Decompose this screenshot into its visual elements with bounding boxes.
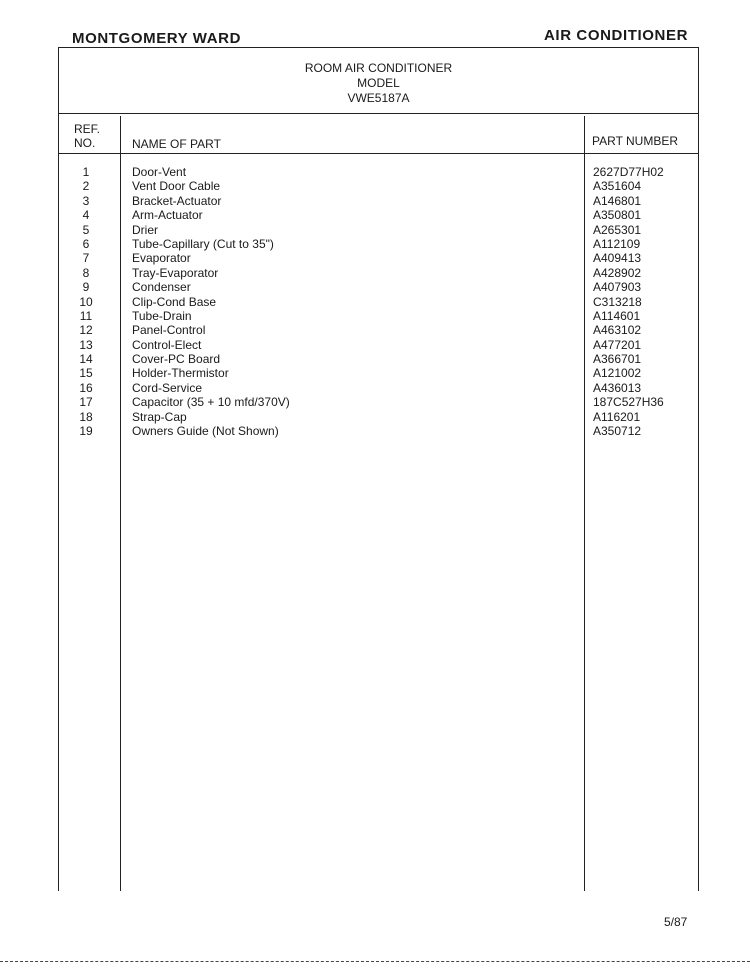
parts-list-frame xyxy=(58,47,699,891)
table-row xyxy=(59,410,698,424)
ref-number: 4 xyxy=(82,208,90,223)
ref-number: 15 xyxy=(79,366,93,381)
table-row xyxy=(59,208,698,222)
part-name: Clip-Cond Base xyxy=(132,294,217,309)
part-name: Tube-Capillary (Cut to 35") xyxy=(132,236,274,251)
table-row xyxy=(59,295,698,309)
ref-number: 10 xyxy=(79,294,93,309)
part-name: Arm-Actuator xyxy=(132,208,203,223)
table-row xyxy=(59,251,698,265)
model-title-box xyxy=(59,48,698,114)
header-divider xyxy=(59,153,698,154)
model-title-line3: VWE5187A xyxy=(347,91,410,105)
page-number: 5/87 xyxy=(664,915,688,929)
product-category: AIR CONDITIONER xyxy=(544,27,688,44)
ref-number: 1 xyxy=(82,165,90,179)
table-row xyxy=(59,280,698,294)
table-row xyxy=(59,395,698,409)
ref-number: 17 xyxy=(79,395,93,410)
table-row xyxy=(59,366,698,380)
table-row xyxy=(59,381,698,395)
ref-header-line1: REF. xyxy=(74,122,101,136)
table-row xyxy=(59,352,698,366)
ref-number: 6 xyxy=(82,236,90,251)
part-name: Condenser xyxy=(132,280,191,295)
part-name: Bracket-Actuator xyxy=(132,193,222,208)
part-number: A407903 xyxy=(593,280,642,295)
part-number: A112109 xyxy=(593,236,641,251)
part-number: A351604 xyxy=(593,179,642,194)
part-number: A366701 xyxy=(593,352,642,367)
part-name: Vent Door Cable xyxy=(132,179,221,194)
part-number: A409413 xyxy=(593,251,642,266)
ref-number: 19 xyxy=(79,424,93,439)
ref-number: 16 xyxy=(79,380,93,395)
part-number: 187C527H36 xyxy=(593,395,664,410)
part-name: Cover-PC Board xyxy=(132,352,221,367)
parts-table-body xyxy=(59,165,698,438)
model-title-line1: ROOM AIR CONDITIONER xyxy=(304,61,453,75)
ref-number: 12 xyxy=(79,323,93,338)
ref-number: 11 xyxy=(79,308,93,323)
table-row xyxy=(59,179,698,193)
table-row xyxy=(59,424,698,438)
part-number: A116201 xyxy=(593,409,641,424)
ref-number: 2 xyxy=(82,179,90,194)
ref-number: 14 xyxy=(79,352,93,367)
ref-number: 3 xyxy=(82,193,90,208)
ref-number: 5 xyxy=(82,222,90,237)
part-number-header: PART NUMBER xyxy=(592,134,679,148)
table-row xyxy=(59,266,698,280)
part-name: Holder-Thermistor xyxy=(132,366,229,381)
part-name: Tube-Drain xyxy=(132,308,192,323)
table-row xyxy=(59,309,698,323)
part-number: C313218 xyxy=(593,294,642,309)
table-row xyxy=(59,237,698,251)
part-name: Strap-Cap xyxy=(132,409,187,424)
part-name: Door-Vent xyxy=(132,165,187,179)
ref-number: 13 xyxy=(79,337,93,352)
ref-number: 7 xyxy=(82,251,90,266)
part-name: Capacitor (35 + 10 mfd/370V) xyxy=(132,395,290,410)
part-number: A121002 xyxy=(593,366,642,381)
part-number: A265301 xyxy=(593,222,642,237)
part-number: A436013 xyxy=(593,380,642,395)
part-number: A114601 xyxy=(593,308,641,323)
table-row xyxy=(59,165,698,179)
bottom-rule xyxy=(0,961,750,962)
part-name: Tray-Evaporator xyxy=(132,265,219,280)
part-number: A477201 xyxy=(593,337,642,352)
ref-no-header xyxy=(74,122,100,150)
name-of-part-header: NAME OF PART xyxy=(132,137,221,151)
part-name: Panel-Control xyxy=(132,323,206,338)
table-row xyxy=(59,323,698,337)
table-row xyxy=(59,194,698,208)
part-name: Drier xyxy=(132,222,158,237)
part-name: Cord-Service xyxy=(132,380,203,395)
part-number: 2627D77H02 xyxy=(593,165,664,179)
brand-name: MONTGOMERY WARD xyxy=(72,30,241,47)
table-row xyxy=(59,338,698,352)
part-number: A350801 xyxy=(593,208,642,223)
part-number: A428902 xyxy=(593,265,642,280)
part-number: A146801 xyxy=(593,193,642,208)
part-name: Evaporator xyxy=(132,251,191,266)
ref-number: 18 xyxy=(79,409,93,424)
part-number: A350712 xyxy=(593,424,642,439)
part-name: Owners Guide (Not Shown) xyxy=(132,424,279,439)
part-name: Control-Elect xyxy=(132,337,202,352)
table-row xyxy=(59,223,698,237)
part-number: A463102 xyxy=(593,323,642,338)
ref-header-line2: NO. xyxy=(74,136,96,150)
ref-number: 9 xyxy=(82,280,90,295)
ref-number: 8 xyxy=(82,265,90,280)
model-title-line2: MODEL xyxy=(357,76,400,90)
